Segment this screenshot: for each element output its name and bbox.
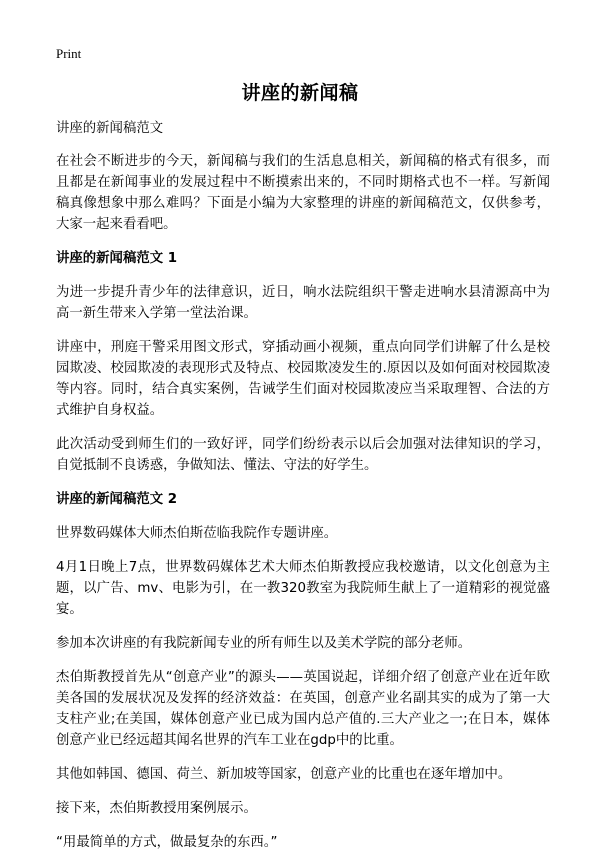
section2-paragraph: 其他如韩国、德国、荷兰、新加坡等国家，创意产业的比重也在逐年增加中。 [56,767,512,782]
section1-paragraph: 为进一步提升青少年的法律意识，近日，响水法院组织干警走进响水县清源高中为高一新生带来入学第一堂法治课。 [56,285,550,321]
section1-heading: 讲座的新闻稿范文 1 [56,251,178,266]
page-title: 讲座的新闻稿 [241,82,359,104]
article-subtitle: 讲座的新闻稿范文 [56,121,164,136]
print-link[interactable]: Print [56,46,82,61]
section1-paragraph: 此次活动受到师生们的一致好评，同学们纷纷表示以后会加强对法律知识的学习，自觉抵制不良诱惑，争做知法、懂法、守法的好学生。 [56,437,550,473]
intro-paragraph: 在社会不断进步的今天，新闻稿与我们的生活息息相关，新闻稿的格式有很多，而且都是在新闻事业的发展过程中不断摸索出来的，不同时期格式也不一样。写新闻稿真像想象中那么难吗？下面是小编为大家整理的讲座的新闻稿范文，仅供参考，大家一起来看看吧。 [56,154,550,232]
section2-paragraph: 接下来，杰伯斯教授用案例展示。 [56,801,257,816]
article-body [56,118,550,866]
section2-paragraph: “用最简单的方式，做最复杂的东西。” [56,835,278,850]
section1-paragraph: 讲座中，刑庭干警采用图文形式，穿插动画小视频，重点向同学们讲解了什么是校园欺凌、校园欺凌的表现形式及特点、校园欺凌发生的.原因以及如何面对校园欺凌等内容。同时，结合真实案例，告诫学生们面对校园欺凌应当采取理智、合法的方式维护自身权益。 [56,340,550,418]
section2-heading: 讲座的新闻稿范文 2 [56,492,178,507]
section2-paragraph: 杰伯斯教授首先从“创意产业”的源头——英国说起，详细介绍了创意产业在近年欧美各国的发展状况及发挥的经济效益：在英国，创意产业名副其实的成为了第一大支柱产业;在美国，媒体创意产业已成为国内总产值的.三大产业之一;在日本，媒体创意产业已经远超其闻名世界的汽车工业在gdp中的比重。 [56,670,550,748]
section2-paragraph: 参加本次讲座的有我院新闻专业的所有师生以及美术学院的部分老师。 [56,636,472,651]
section2-paragraph: 世界数码媒体大师杰伯斯莅临我院作专题讲座。 [56,526,338,541]
section2-paragraph: 4月1日晚上7点，世界数码媒体艺术大师杰伯斯教授应我校邀请，以文化创意为主题，以广告、mv、电影为引，在一教320教室为我院师生献上了一道精彩的视觉盛宴。 [56,560,550,617]
